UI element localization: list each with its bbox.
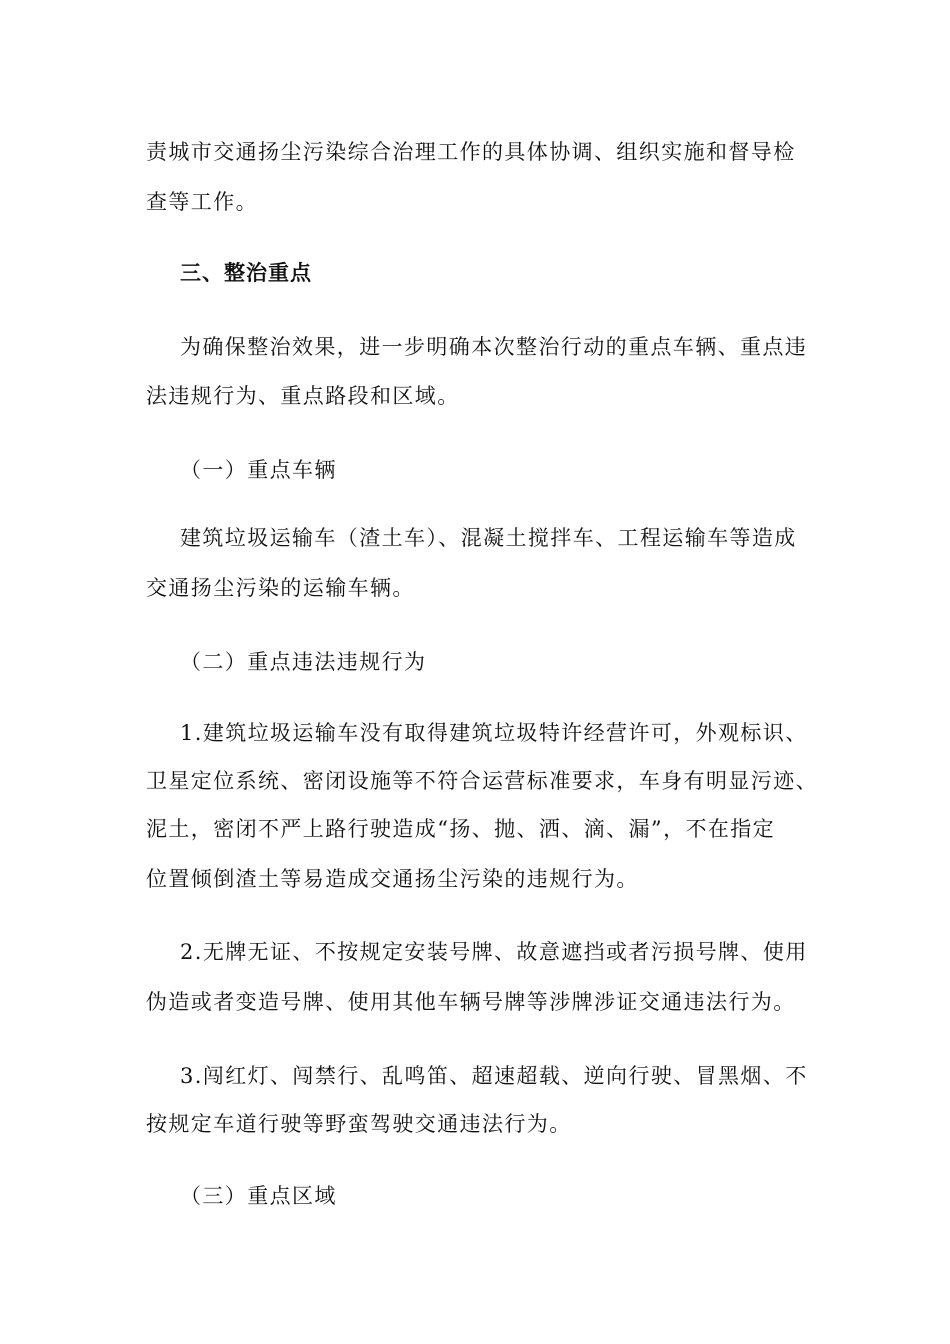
section-heading: 三、整治重点 bbox=[180, 261, 312, 285]
subsection-heading: （三）重点区域 bbox=[180, 1184, 337, 1208]
list-item-line: 1.建筑垃圾运输车没有取得建筑垃圾特许经营许可，外观标识、 bbox=[180, 721, 808, 745]
subsection-heading: （二）重点违法违规行为 bbox=[180, 650, 427, 674]
list-item-line: 伪造或者变造号牌、使用其他车辆号牌等涉牌涉证交通违法行为。 bbox=[146, 990, 796, 1014]
list-item-line: 位置倾倒渣土等易造成交通扬尘污染的违规行为。 bbox=[146, 867, 639, 891]
paragraph-line: 查等工作。 bbox=[146, 190, 258, 214]
list-item-line: 泥土，密闭不严上路行驶造成“扬、抛、洒、滴、漏”，不在指定 bbox=[146, 817, 776, 841]
paragraph-line: 法违规行为、重点路段和区域。 bbox=[146, 384, 460, 408]
paragraph-line: 建筑垃圾运输车（渣土车）、混凝土搅拌车、工程运输车等造成 bbox=[180, 526, 797, 550]
subsection-heading: （一）重点车辆 bbox=[180, 458, 337, 482]
paragraph-line: 责城市交通扬尘污染综合治理工作的具体协调、组织实施和督导检 bbox=[146, 140, 796, 164]
list-item-line: 2.无牌无证、不按规定安装号牌、故意遮挡或者污损号牌、使用 bbox=[180, 940, 808, 964]
list-item-line: 按规定车道行驶等野蛮驾驶交通违法行为。 bbox=[146, 1112, 572, 1136]
list-item-line: 卫星定位系统、密闭设施等不符合运营标准要求，车身有明显污迹、 bbox=[146, 769, 818, 793]
paragraph-line: 交通扬尘污染的运输车辆。 bbox=[146, 576, 415, 600]
list-item-line: 3.闯红灯、闯禁行、乱鸣笛、超速超载、逆向行驶、冒黑烟、不 bbox=[180, 1064, 808, 1088]
paragraph-line: 为确保整治效果，进一步明确本次整治行动的重点车辆、重点违 bbox=[180, 335, 808, 359]
